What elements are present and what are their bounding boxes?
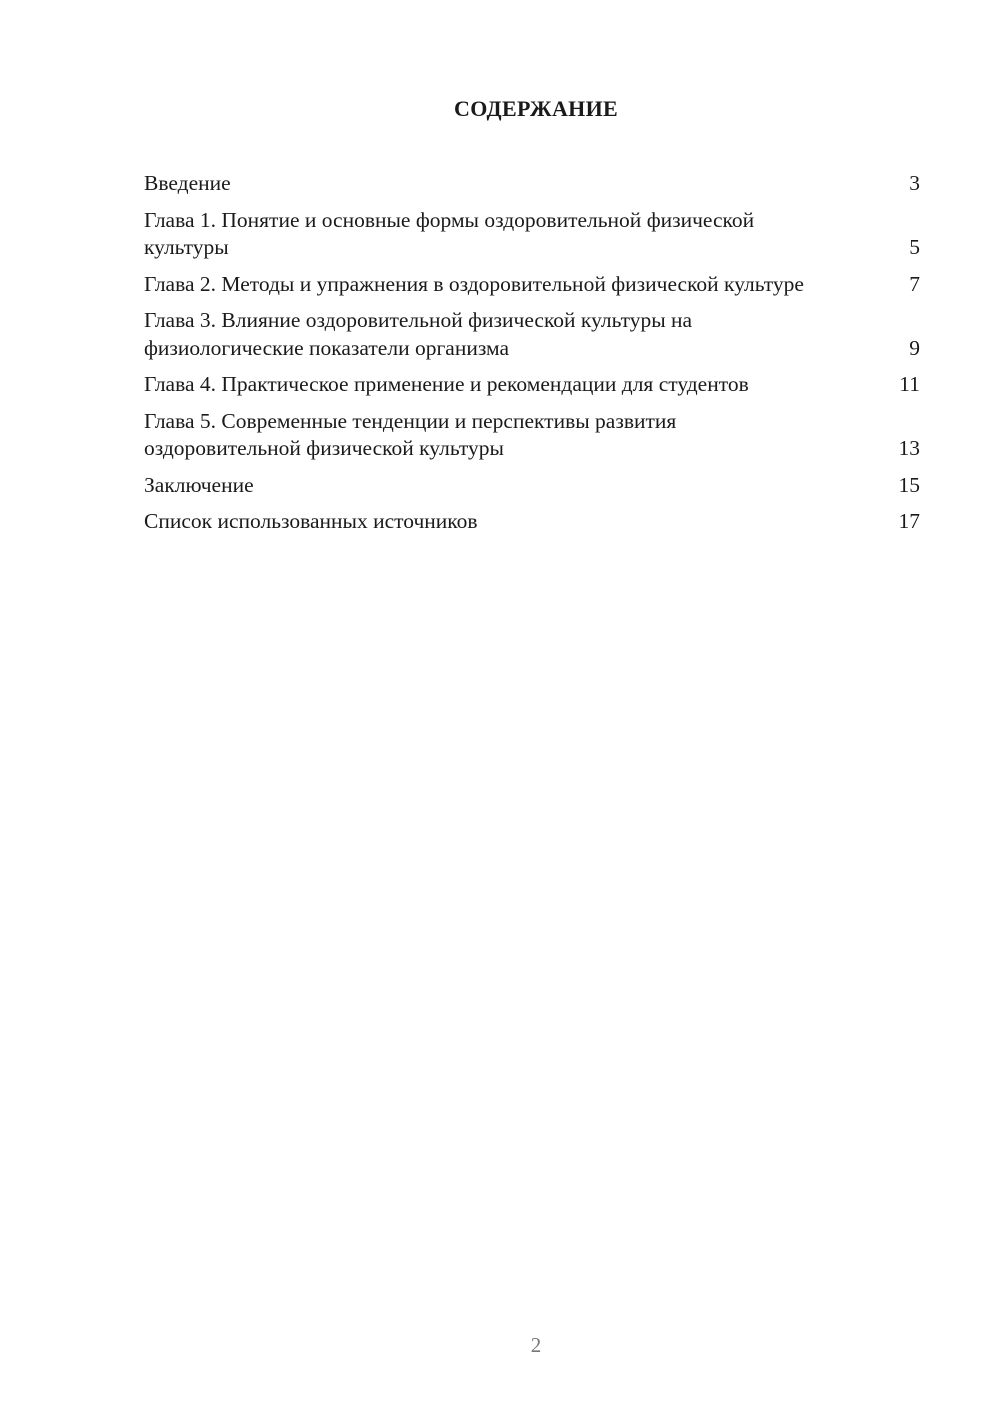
toc-entry-label: Глава 3. Влияние оздоровительной физической культуры на физиологические показатели организма (144, 308, 693, 360)
toc-entry-chapter-4[interactable] (144, 371, 920, 399)
toc-entry-page-number: 17 (898, 509, 920, 533)
toc-entry-introduction[interactable] (144, 170, 920, 198)
toc-entry-label: Глава 5. Современные тенденции и перспективы развития оздоровительной физической культуры (144, 408, 677, 460)
page-title: СОДЕРЖАНИЕ (454, 96, 618, 121)
table-of-contents (144, 170, 920, 545)
toc-entry-label: Глава 4. Практическое применение и рекомендации для студентов (144, 372, 749, 396)
toc-entry-label: Глава 1. Понятие и основные формы оздоровительной физической культуры (144, 207, 755, 259)
toc-entry-page-number: 15 (898, 472, 920, 497)
toc-entry-conclusion[interactable] (144, 472, 920, 500)
toc-entry-page-number: 13 (898, 436, 920, 460)
toc-entry-page-number: 7 (909, 271, 920, 296)
toc-entry-references[interactable] (144, 508, 920, 536)
toc-entry-label: Заключение (144, 472, 254, 497)
footer-page-number: 2 (530, 1333, 542, 1357)
toc-entry-chapter-5[interactable] (144, 408, 920, 463)
toc-entry-page-number: 3 (909, 171, 920, 195)
toc-entry-chapter-2[interactable] (144, 271, 920, 299)
toc-entry-label: Введение (144, 171, 231, 195)
toc-entry-chapter-1[interactable] (144, 207, 920, 262)
toc-entry-label: Глава 2. Методы и упражнения в оздоровительной физической культуре (144, 271, 804, 296)
toc-entry-label: Список использованных источников (144, 509, 478, 533)
toc-entry-page-number: 9 (909, 335, 920, 360)
toc-entry-chapter-3[interactable] (144, 307, 920, 362)
toc-entry-page-number: 5 (909, 235, 920, 259)
toc-entry-page-number: 11 (899, 372, 920, 396)
